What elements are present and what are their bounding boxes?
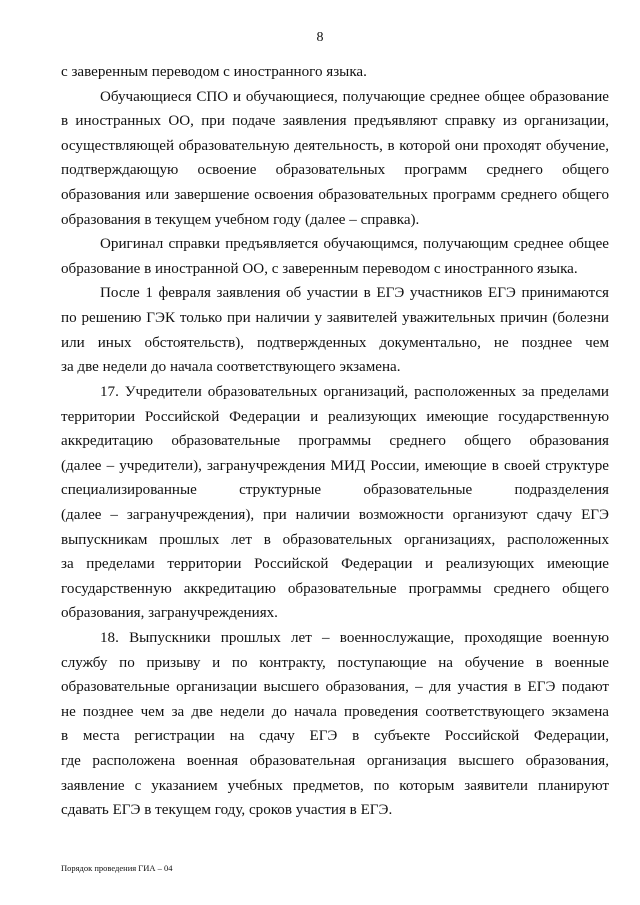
text-line: сдавать ЕГЭ в текущем году, сроков участия в ЕГЭ. <box>61 802 393 819</box>
text-line: образования или завершение освоения образовательных программ среднего общего <box>61 187 609 204</box>
text-line: образование в иностранной ОО, с заверенным переводом с иностранного языка. <box>61 260 578 277</box>
text-line: по решению ГЭК только при наличии у заявителей уважительных причин (болезни <box>61 310 609 327</box>
text-line: 17. Учредители образовательных организаций, расположенных за пределами <box>100 383 609 400</box>
text-line: за две недели до начала соответствующего экзамена. <box>61 359 401 376</box>
text-line: образования в текущем учебном году (далее – справка). <box>61 211 420 228</box>
text-line: где расположена военная образовательная организация высшего образования, <box>61 753 609 770</box>
text-line: образования, загранучреждениях. <box>61 605 278 622</box>
document-body <box>61 60 609 823</box>
text-line: заявление с указанием учебных предметов, по которым заявители планируют <box>61 777 609 794</box>
text-line: образовательные организации высшего образования, – для участия в ЕГЭ подают <box>61 679 609 696</box>
text-line: 18. Выпускники прошлых лет – военнослужащие, проходящие военную <box>100 630 609 647</box>
page-number: 8 <box>316 30 324 45</box>
text-line: (далее – загранучреждения), при наличии возможности организуют сдачу ЕГЭ <box>61 506 609 523</box>
text-line: специализированные структурные образовательные подразделения <box>61 482 609 499</box>
footer-note: Порядок проведения ГИА – 04 <box>61 863 173 873</box>
text-line: (далее – учредители), загранучреждения МИД России, имеющие в своей структуре <box>61 457 609 474</box>
text-line: Обучающиеся СПО и обучающиеся, получающие среднее общее образование <box>100 88 609 105</box>
text-line: осуществляющей образовательную деятельность, в которой они проходят обучение, <box>61 137 609 154</box>
text-line: за пределами территории Российской Федерации и реализующих имеющие <box>61 556 609 573</box>
text-line: территории Российской Федерации и реализующих имеющие государственную <box>61 408 609 425</box>
text-line: После 1 февраля заявления об участии в ЕГЭ участников ЕГЭ принимаются <box>100 285 609 302</box>
text-line: не позднее чем за две недели до начала проведения соответствующего экзамена <box>61 703 609 720</box>
text-line: аккредитацию образовательные программы среднего общего образования <box>61 433 609 450</box>
text-line: государственную аккредитацию образовательные программы среднего общего <box>61 580 609 597</box>
text-line: с заверенным переводом с иностранного языка. <box>61 64 367 80</box>
text-line: подтверждающую освоение образовательных программ среднего общего <box>61 162 609 179</box>
text-line: или иных обстоятельств), подтвержденных документально, не позднее чем <box>61 334 609 351</box>
text-line: службу по призыву и по контракту, поступающие на обучение в военные <box>61 654 609 671</box>
text-line: в иностранных ОО, при подаче заявления предъявляют справку из организации, <box>61 113 609 130</box>
text-line: в места регистрации на сдачу ЕГЭ в субъекте Российской Федерации, <box>61 728 609 745</box>
text-line: выпускникам прошлых лет в образовательных организациях, расположенных <box>61 531 609 548</box>
text-line: Оригинал справки предъявляется обучающимся, получающим среднее общее <box>100 236 609 253</box>
